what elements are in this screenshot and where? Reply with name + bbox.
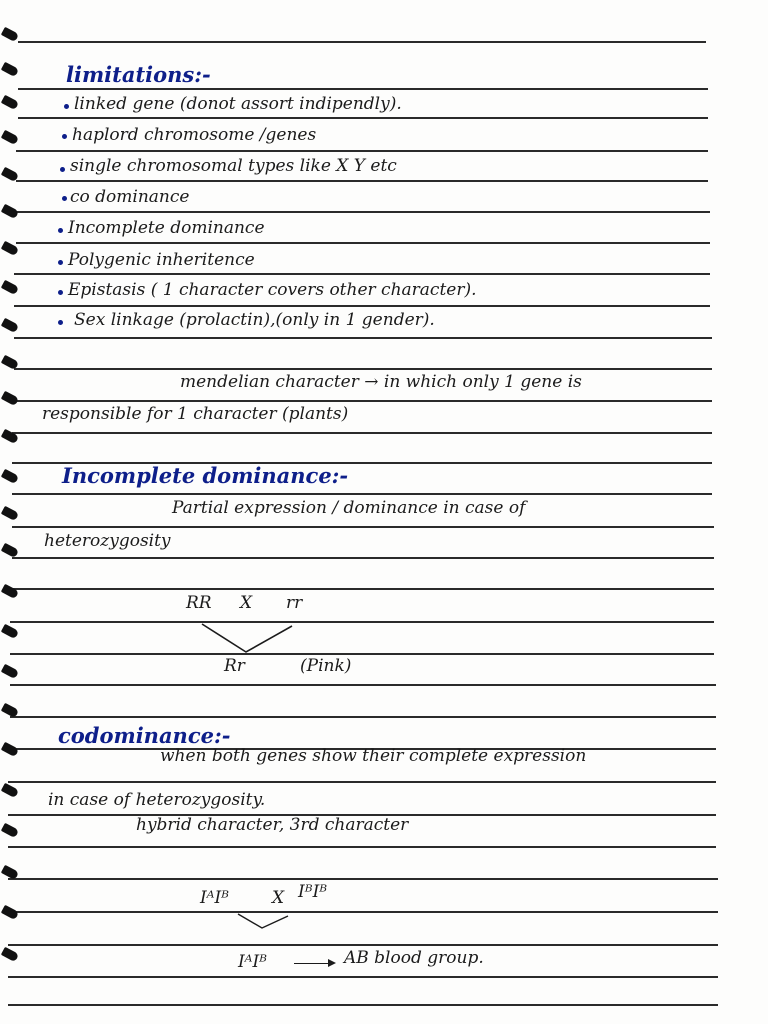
mendelian-note-line2: responsible for 1 character (plants) [42,404,349,424]
incomplete-definition-line1: Partial expression / dominance in case of [172,498,526,518]
spiral-ring [1,783,19,798]
spiral-ring [1,62,19,77]
ruled-line [10,621,714,623]
ruled-line [16,242,710,244]
bullet-icon [62,134,67,139]
ruled-line [8,911,718,913]
cross-parent-1: IᴬIᴮ [200,888,230,908]
list-item: haplord chromosome /genes [72,125,317,145]
list-item: Sex linkage (prolactin),(only in 1 gender). [74,310,435,330]
bullet-icon [58,228,63,233]
bullet-icon [62,196,67,201]
codominance-definition-line3: hybrid character, 3rd character [136,815,409,835]
ruled-line [10,653,714,655]
mendelian-note-line1: mendelian character → in which only 1 gene is [180,372,582,392]
bullet-icon [58,260,63,265]
spiral-ring [1,823,19,838]
spiral-ring [1,664,19,679]
ruled-line [14,337,712,339]
codominance-definition-line1: when both genes show their complete expression [160,746,587,766]
ruled-line [8,944,718,946]
ruled-line [8,781,716,783]
cross-symbol: X [240,593,253,613]
spiral-ring [1,130,19,145]
cross-connector [236,912,292,932]
spiral-ring [1,624,19,639]
ruled-line [14,305,710,307]
spiral-ring [1,947,19,962]
bullet-icon [60,167,65,172]
ruled-line [14,400,712,402]
arrow-line [294,963,330,964]
ruled-line [18,117,708,119]
spiral-ring [1,27,19,42]
ruled-line [8,1004,718,1006]
cross-parent-2: rr [286,593,303,613]
offspring-phenotype: AB blood group. [344,948,484,968]
incomplete-definition-line2: heterozygosity [44,531,171,551]
ruled-line [10,588,714,590]
ruled-line [12,432,712,434]
spiral-ring [1,318,19,333]
offspring-phenotype: (Pink) [300,656,352,676]
ruled-line [18,88,708,90]
ruled-line [8,976,718,978]
list-item: co dominance [70,187,190,207]
spiral-ring [1,742,19,757]
limitations-heading: limitations:- [66,62,211,87]
spiral-ring [1,584,19,599]
ruled-line [12,493,712,495]
spiral-ring [1,905,19,920]
spiral-ring [1,95,19,110]
ruled-line [14,368,712,370]
ruled-line [12,557,714,559]
bullet-icon [58,320,63,325]
ruled-line [10,716,716,718]
ruled-line [16,211,710,213]
cross-parent-2: IᴮIᴮ [298,882,328,902]
ruled-line [16,150,708,152]
spiral-ring [1,204,19,219]
list-item: linked gene (donot assort indipendly). [74,94,402,114]
ruled-line [8,878,718,880]
list-item: Polygenic inheritence [68,250,255,270]
ruled-line [18,41,706,43]
ruled-line [10,684,716,686]
spiral-ring [1,391,19,406]
spiral-ring [1,280,19,295]
spiral-ring [1,543,19,558]
offspring-genotype: Rr [224,656,245,676]
cross-symbol: X [272,888,285,908]
codominance-heading: codominance:- [58,723,231,748]
arrow-right-icon [328,959,336,967]
ruled-line [8,846,716,848]
ruled-line [14,273,710,275]
list-item: Incomplete dominance [68,218,265,238]
ruled-line [12,526,714,528]
codominance-definition-line2: in case of heterozygosity. [48,790,266,810]
incomplete-dominance-heading: Incomplete dominance:- [62,463,349,488]
ruled-line [16,180,708,182]
list-item: Epistasis ( 1 character covers other character). [68,280,477,300]
offspring-genotype: IᴬIᴮ [238,952,268,972]
spiral-ring [1,469,19,484]
bullet-icon [58,290,63,295]
cross-connector [200,622,296,656]
bullet-icon [64,104,69,109]
cross-parent-1: RR [186,593,212,613]
spiral-ring [1,506,19,521]
list-item: single chromosomal types like X Y etc [70,156,397,176]
